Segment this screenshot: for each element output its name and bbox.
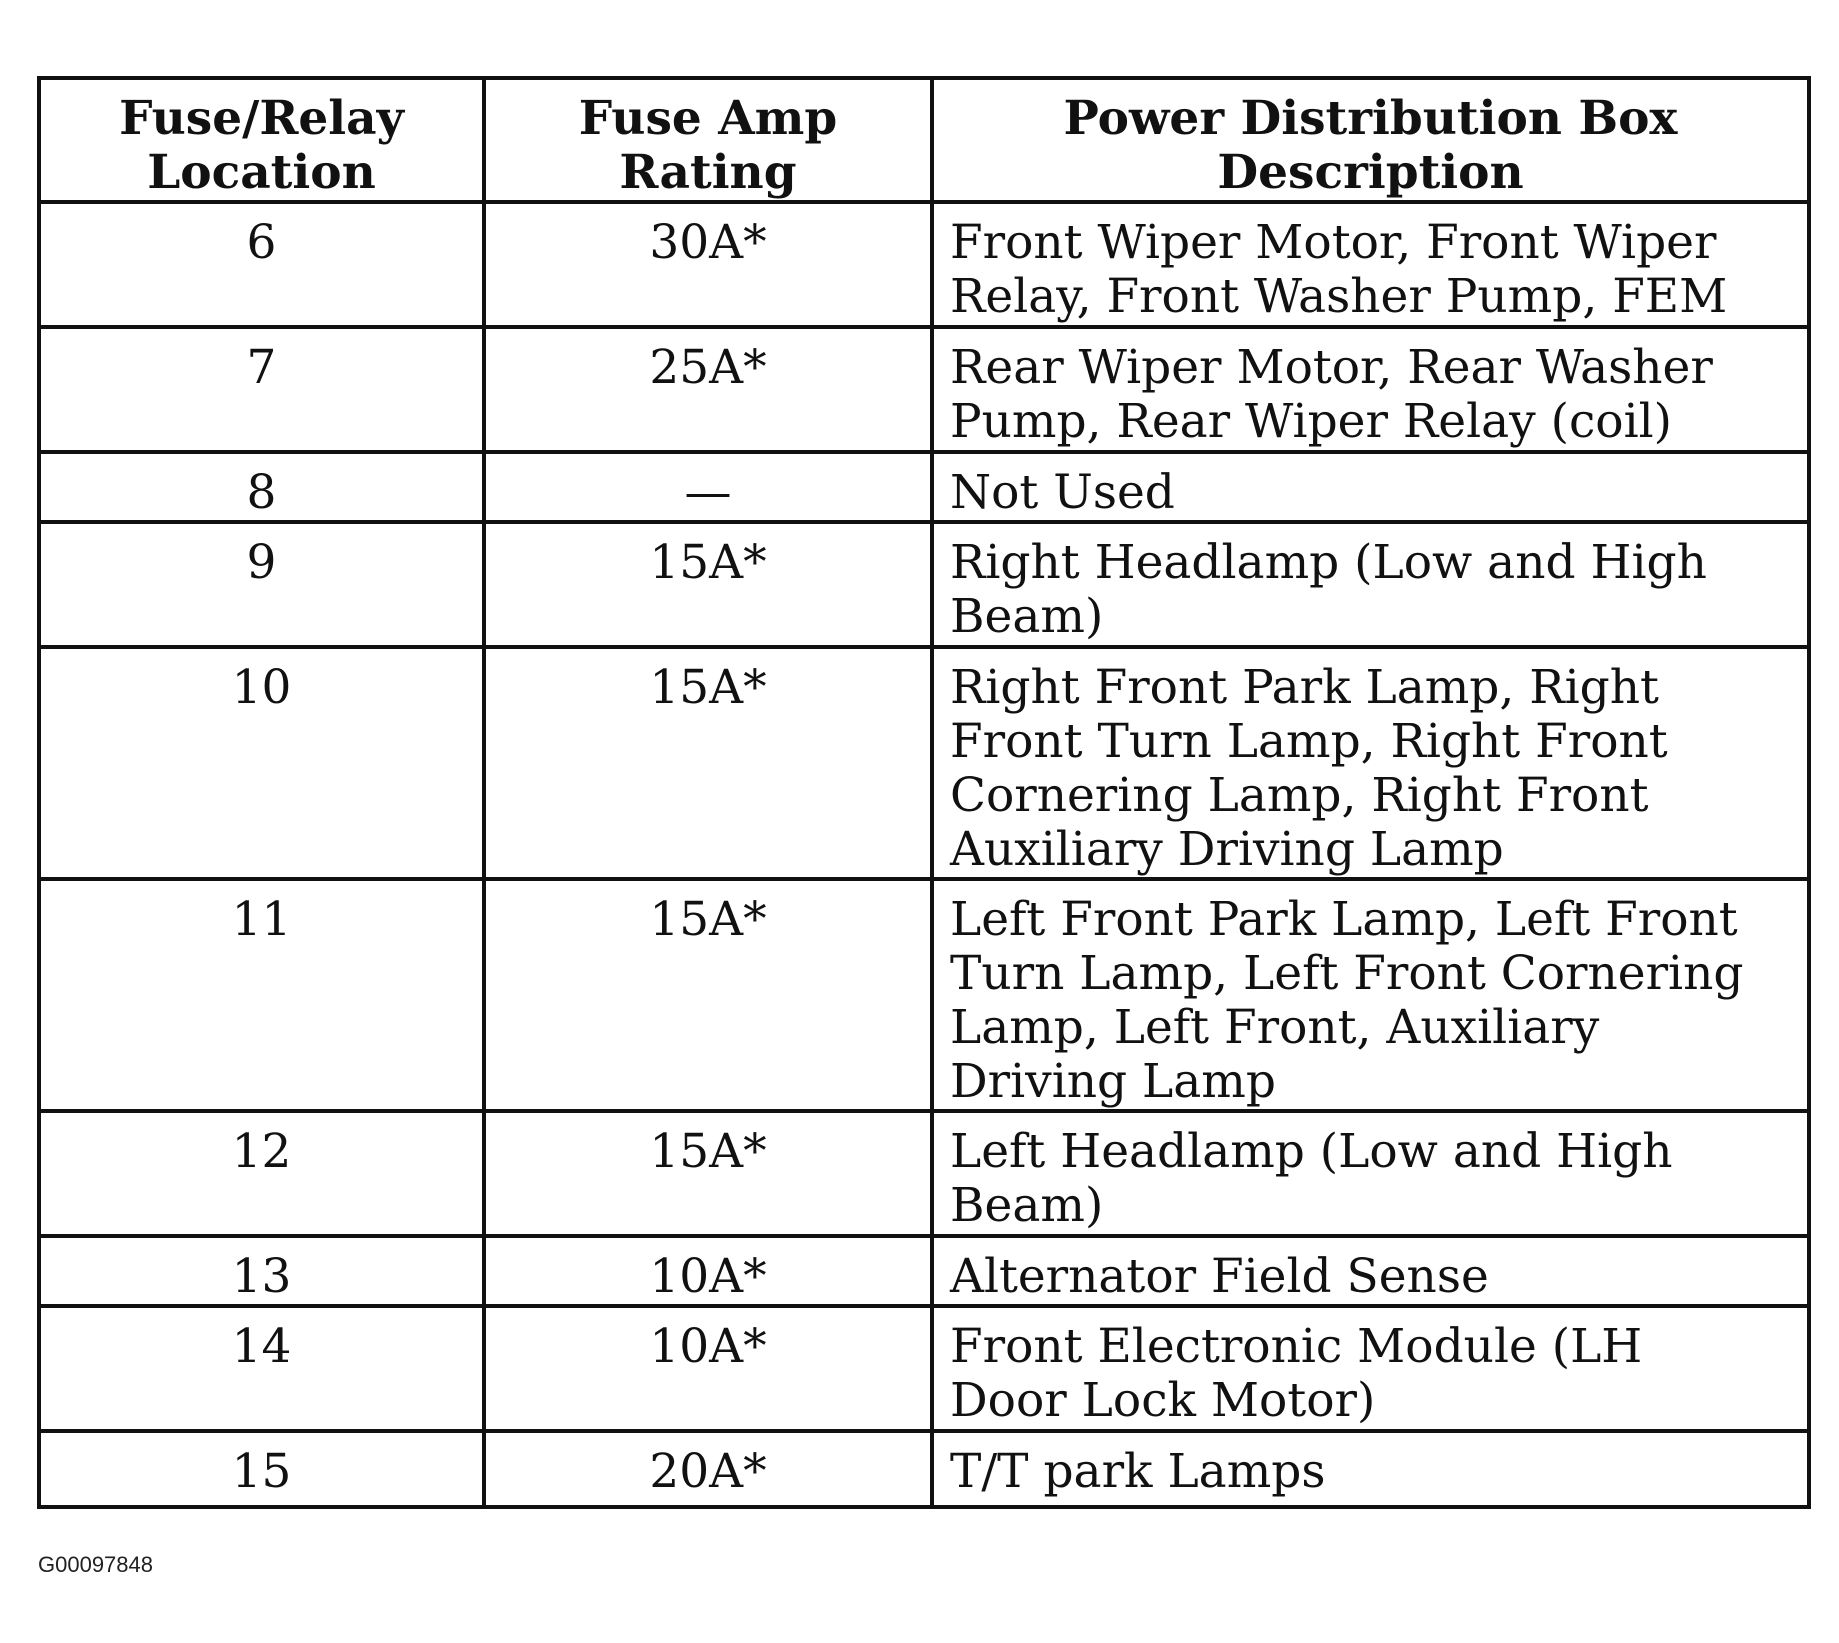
cell-amp-rating: 15A*	[484, 647, 932, 879]
cell-description	[932, 452, 1809, 522]
table-row	[39, 202, 1809, 327]
cell-location: 10	[39, 647, 484, 879]
description-line: Auxiliary Driving Lamp	[950, 822, 1504, 877]
cell-amp-rating: 15A*	[484, 522, 932, 647]
table-body	[39, 202, 1809, 1507]
cell-location: 14	[39, 1306, 484, 1431]
description-line: Front Wiper Motor, Front Wiper	[950, 215, 1717, 270]
table-row	[39, 1111, 1809, 1236]
description-line: Front Turn Lamp, Right Front	[950, 714, 1668, 769]
cell-description	[932, 879, 1809, 1111]
cell-location: 8	[39, 452, 484, 522]
description-line: Relay, Front Washer Pump, FEM	[950, 269, 1728, 324]
description-line: Pump, Rear Wiper Relay (coil)	[950, 394, 1672, 449]
table-row	[39, 1431, 1809, 1507]
cell-location: 12	[39, 1111, 484, 1236]
description-line: T/T park Lamps	[950, 1444, 1326, 1499]
figure-id: G00097848	[38, 1552, 153, 1577]
cell-amp-rating: 10A*	[484, 1236, 932, 1306]
cell-description	[932, 647, 1809, 879]
table-row	[39, 327, 1809, 452]
description-line: Right Headlamp (Low and High	[950, 535, 1707, 590]
header-description-line: Power Distribution Box	[1063, 91, 1678, 146]
cell-description	[932, 1236, 1809, 1306]
description-line: Turn Lamp, Left Front Cornering	[950, 946, 1744, 1001]
description-line: Alternator Field Sense	[950, 1249, 1489, 1304]
header-description	[932, 78, 1809, 202]
cell-amp-rating: 20A*	[484, 1431, 932, 1507]
cell-location: 6	[39, 202, 484, 327]
table-row	[39, 452, 1809, 522]
cell-amp-rating: —	[484, 452, 932, 522]
table-row	[39, 522, 1809, 647]
description-line: Driving Lamp	[950, 1054, 1276, 1109]
header-amp-line: Fuse Amp	[578, 91, 838, 146]
table-row	[39, 647, 1809, 879]
cell-description	[932, 522, 1809, 647]
header-amp-line: Rating	[619, 145, 797, 200]
table-row	[39, 879, 1809, 1111]
cell-location: 7	[39, 327, 484, 452]
header-location-line: Location	[147, 145, 376, 200]
description-line: Not Used	[950, 465, 1175, 520]
cell-location: 15	[39, 1431, 484, 1507]
cell-description	[932, 1306, 1809, 1431]
header-location-line: Fuse/Relay	[119, 91, 404, 146]
description-line: Beam)	[950, 589, 1104, 644]
header-description-line: Description	[1217, 145, 1524, 200]
fuse-table	[37, 76, 1811, 1509]
description-line: Rear Wiper Motor, Rear Washer	[950, 340, 1713, 395]
description-line: Left Headlamp (Low and High	[950, 1124, 1673, 1179]
cell-description	[932, 202, 1809, 327]
table-row	[39, 1236, 1809, 1306]
cell-amp-rating: 15A*	[484, 879, 932, 1111]
description-line: Beam)	[950, 1178, 1104, 1233]
cell-location: 9	[39, 522, 484, 647]
cell-description	[932, 1111, 1809, 1236]
cell-amp-rating: 30A*	[484, 202, 932, 327]
description-line: Door Lock Motor)	[950, 1373, 1376, 1428]
cell-amp-rating: 15A*	[484, 1111, 932, 1236]
table-row	[39, 1306, 1809, 1431]
description-line: Lamp, Left Front, Auxiliary	[950, 1000, 1600, 1055]
cell-location: 11	[39, 879, 484, 1111]
header-location	[39, 78, 484, 202]
cell-description	[932, 1431, 1809, 1507]
header-row	[39, 78, 1809, 202]
cell-description	[932, 327, 1809, 452]
cell-amp-rating: 25A*	[484, 327, 932, 452]
cell-amp-rating: 10A*	[484, 1306, 932, 1431]
description-line: Right Front Park Lamp, Right	[950, 660, 1659, 715]
header-amp	[484, 78, 932, 202]
description-line: Front Electronic Module (LH	[950, 1319, 1643, 1374]
description-line: Cornering Lamp, Right Front	[950, 768, 1649, 823]
cell-location: 13	[39, 1236, 484, 1306]
description-line: Left Front Park Lamp, Left Front	[950, 892, 1738, 947]
